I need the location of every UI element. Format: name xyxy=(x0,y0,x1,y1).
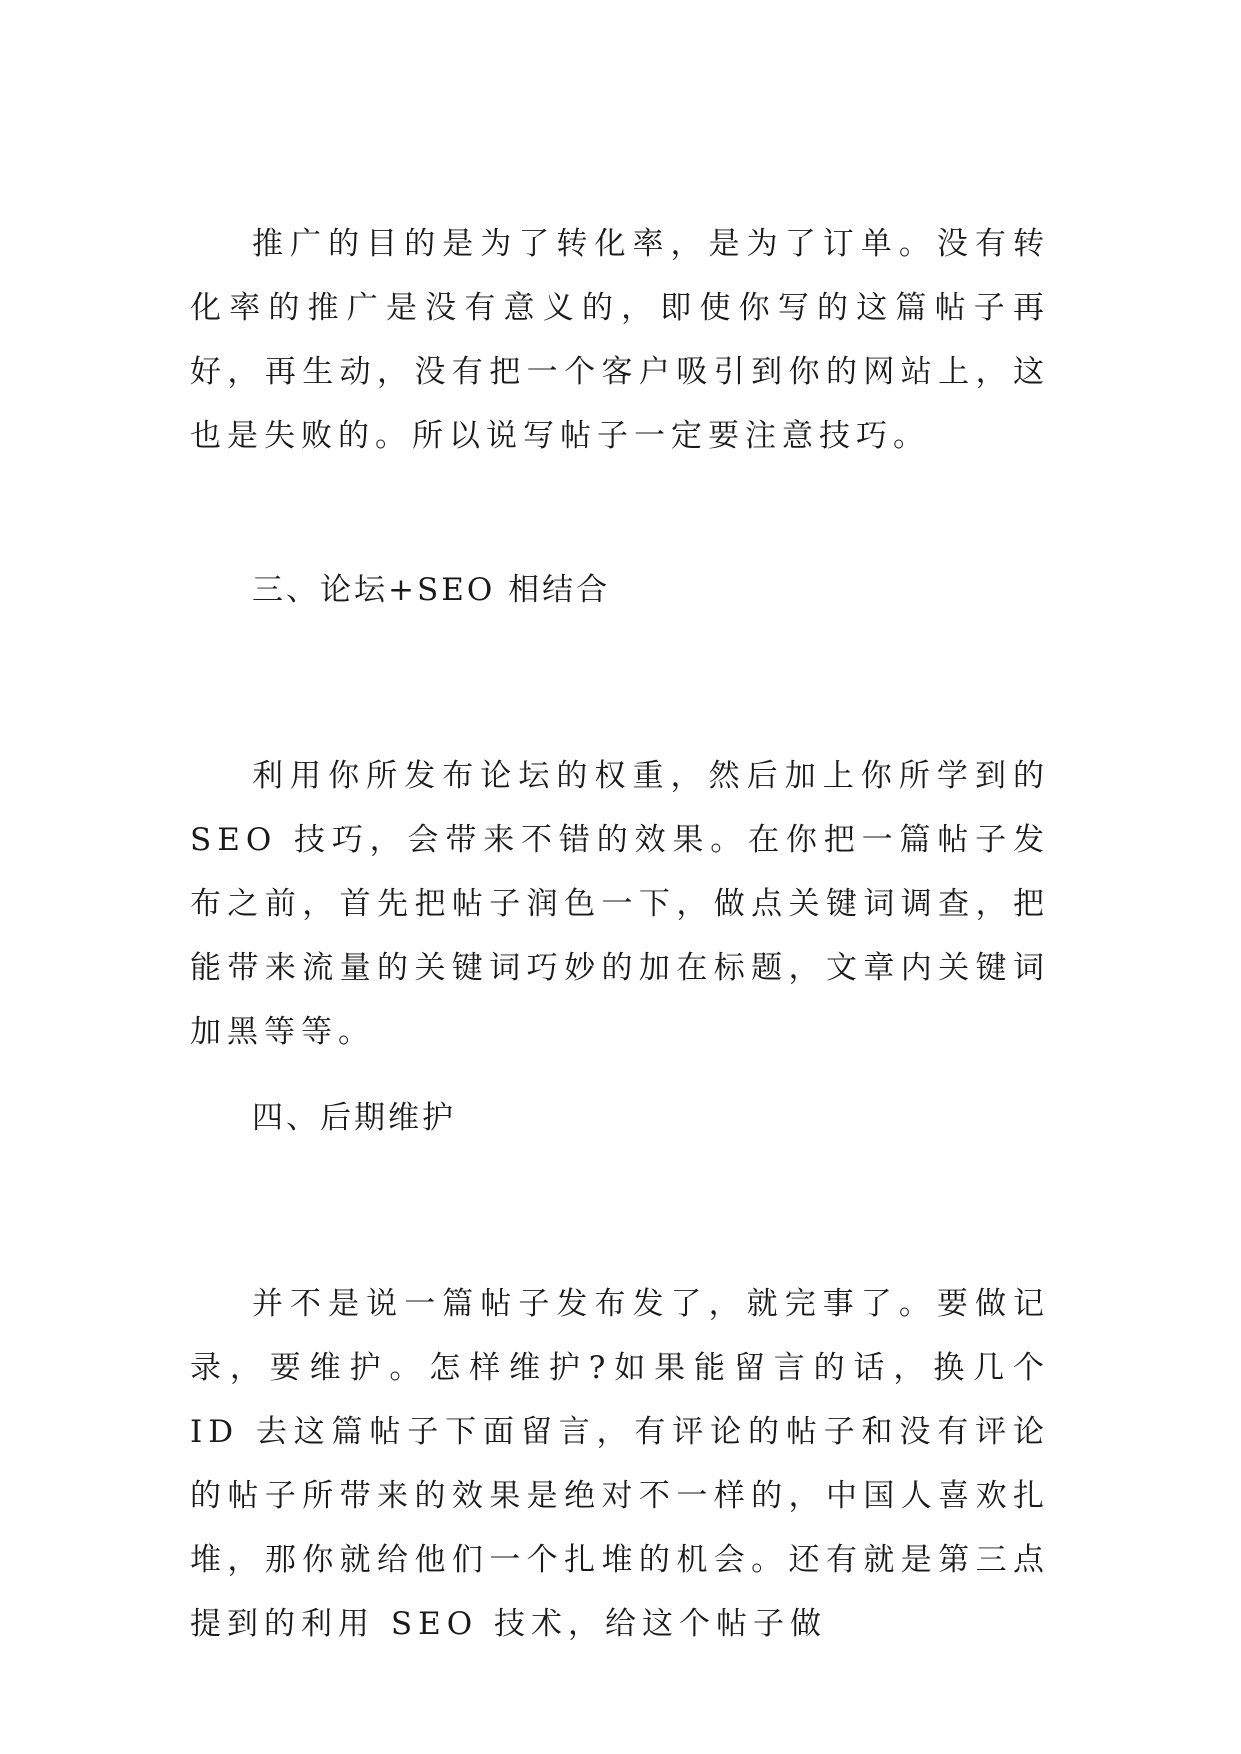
section-heading-forum-seo: 三、论坛+SEO 相结合 xyxy=(252,572,611,608)
section-heading-maintenance: 四、后期维护 xyxy=(252,1100,456,1136)
paragraph-maintenance: 并不是说一篇帖子发布发了，就完事了。要做记录，要维护。怎样维护?如果能留言的话，换几个 ID 去这篇帖子下面留言，有评论的帖子和没有评论的帖子所带来的效果是绝对不一样的，中国人喜欢扎堆，那你就给他们一个扎堆的机会。还有就是第三点提到的利用 SEO 技术，给这个帖子做 xyxy=(190,1286,1050,1642)
paragraph-forum-seo: 利用你所发布论坛的权重，然后加上你所学到的 SEO 技巧，会带来不错的效果。在你把一篇帖子发布之前，首先把帖子润色一下，做点关键词调查，把能带来流量的关键词巧妙的加在标题，文章内关键词加黑等等。 xyxy=(190,758,1050,1050)
paragraph-conversion: 推广的目的是为了转化率，是为了订单。没有转化率的推广是没有意义的，即使你写的这篇帖子再好，再生动，没有把一个客户吸引到你的网站上，这也是失败的。所以说写帖子一定要注意技巧。 xyxy=(190,226,1050,454)
